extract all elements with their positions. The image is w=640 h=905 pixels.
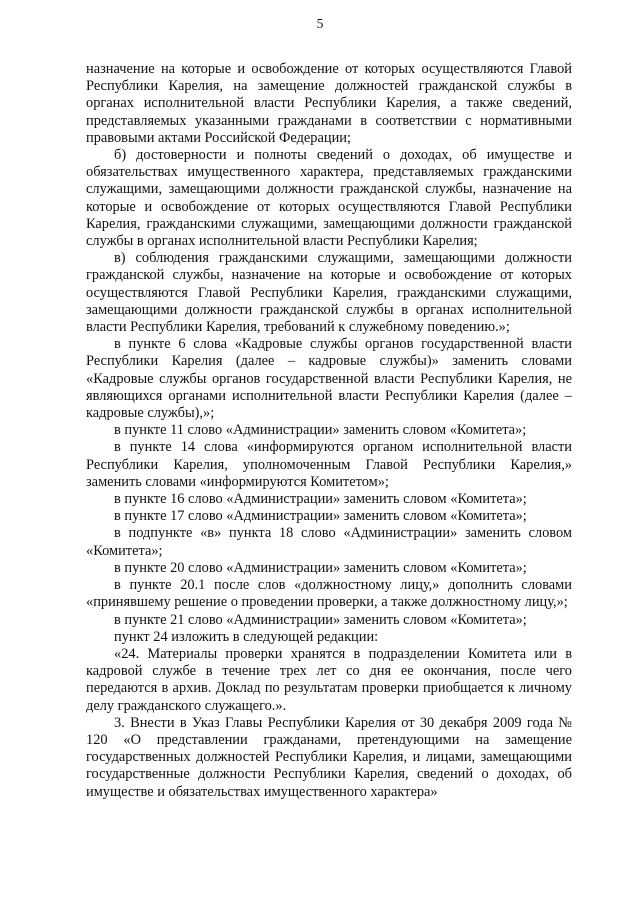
- paragraph-point-17: в пункте 17 слово «Администрации» заменить словом «Комитета»;: [114, 508, 527, 525]
- paragraph-point-21: в пункте 21 слово «Администрации» заменить словом «Комитета»;: [114, 611, 527, 628]
- paragraph-item-v: в) соблюдения гражданскими служащими, замещающими должности гражданской службы, назначение на которые и освобождение от которых осуществляются Главой Республики Карелия, гражданскими служащими, замещающими должности гражданской службы в органах исполнительной власти Республики Карелия, требований к служебному поведению.»;: [86, 250, 572, 336]
- paragraph-continuation: назначение на которые и освобождение от которых осуществляются Главой Республики Карелия, на замещение должностей гражданской службы в органах исполнительной власти Республики Карелия, а также сведений, представляемых указанными гражданами в соответствии с нормативными правовыми актами Российской Федерации;: [86, 61, 572, 146]
- paragraph-point-16: в пункте 16 слово «Администрации» заменить словом «Комитета»;: [114, 491, 527, 508]
- page-number: 5: [316, 16, 324, 31]
- paragraph-point-11: в пункте 11 слово «Администрации» заменить словом «Комитета»;: [114, 422, 527, 439]
- paragraph-point-6: в пункте 6 слова «Кадровые службы органов государственной власти Республики Карелия (далее – кадровые службы)» заменить словами «Кадровые службы органов государственной власти Республики Карелия, не являющихся органами исполнительной власти Республики Карелия (далее – кадровые службы),»;: [86, 336, 572, 422]
- document-body: [86, 61, 572, 801]
- paragraph-point-20: в пункте 20 слово «Администрации» заменить словом «Комитета»;: [114, 559, 527, 576]
- paragraph-point-14: в пункте 14 слова «информируются органом исполнительной власти Республики Карелия, уполномоченным Главой Республики Карелия,» заменить словами «информируются Комитетом»;: [86, 439, 572, 490]
- paragraph-point-18: в подпункте «в» пункта 18 слово «Администрации» заменить словом «Комитета»;: [86, 525, 572, 559]
- paragraph-point-24: пункт 24 изложить в следующей редакции:: [114, 628, 379, 645]
- paragraph-item-b: б) достоверности и полноты сведений о доходах, об имуществе и обязательствах имущественного характера, представляемых гражданскими служащими, замещающими должности гражданской службы, назначение на которые и освобождение от которых осуществляются Главой Республики Карелия, гражданскими служащими, замещающими должности гражданской службы в органах исполнительной власти Республики Карелия;: [86, 147, 572, 250]
- paragraph-section-3: 3. Внести в Указ Главы Республики Карелия от 30 декабря 2009 года № 120 «О представлении гражданами, претендующими на замещение государственных должностей Республики Карелия, и лицами, замещающими государственные должности Республики Карелия, сведений о доходах, об имуществе и обязательствах имущественного характера»: [86, 714, 572, 800]
- paragraph-point-24-text: «24. Материалы проверки хранятся в подразделении Комитета или в кадровой службе в течение трех лет со дня ее окончания, после чего передаются в архив. Доклад по результатам проверки приобщается к личному делу гражданского служащего.».: [86, 645, 572, 714]
- paragraph-point-20-1: в пункте 20.1 после слов «должностному лицу,» дополнить словами «принявшему решение о проведении проверки, а также должностному лицу,»;: [86, 577, 572, 611]
